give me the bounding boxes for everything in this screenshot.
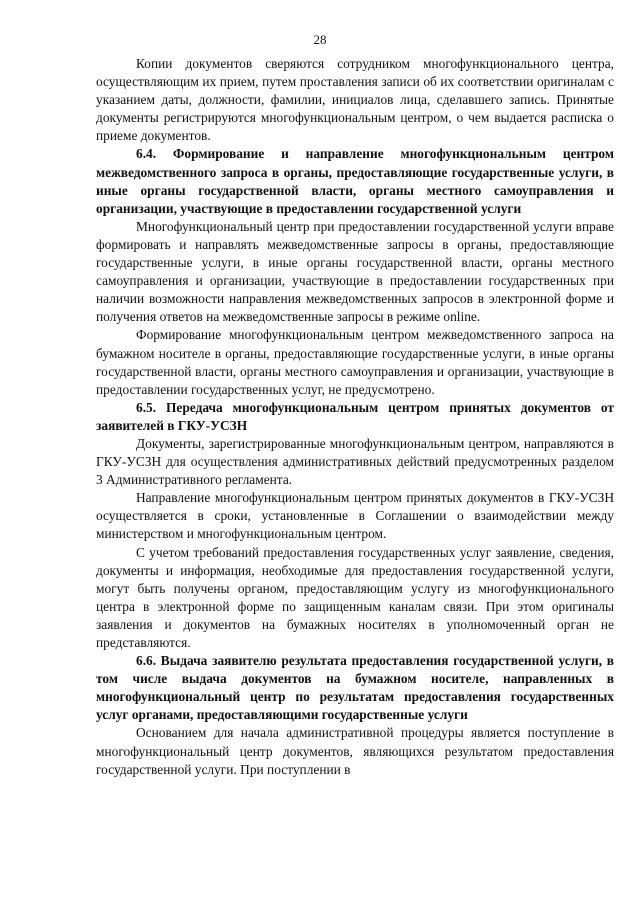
section-heading-6-6: 6.6. Выдача заявителю результата предоставления государственной услуги, в том числе выдача документов на бумажном носителе, направленных в многофункциональный центр по результатам предоставления государственных услуг органами, предоставляющими государственные услуги	[96, 653, 614, 723]
section-heading-6-5: 6.5. Передача многофункциональным центром принятых документов от заявителей в ГКУ-УСЗН	[96, 399, 614, 433]
paragraph-transfer-terms: Направление многофункциональным центром принятых документов в ГКУ-УСЗН осуществляется в сроки, установленные в Соглашении о взаимодействии между министерством и многофункциональным центром.	[96, 490, 614, 542]
paragraph-document-copies: Копии документов сверяются сотрудником многофункционального центра, осуществляющим их прием, путем проставления записи об их соответствии оригиналам с указанием даты, должности, фамилии, инициалов лица, сделавшего запись. Принятые документы регистрируются многофункциональным центром, о чем выдается расписка о приеме документов.	[96, 56, 614, 144]
section-heading-6-4: 6.4. Формирование и направление многофункциональным центром межведомственного запроса в органы, предоставляющие государственные услуги, в иные органы государственной власти, органы местного самоуправления и организации, участвующие в предоставлении государственной услуги	[96, 146, 614, 216]
page-number: 28	[313, 32, 327, 47]
paragraph-procedure-basis: Основанием для начала административной процедуры является поступление в многофункциональный центр документов, являющихся результатом предоставления государственной услуги. При поступлении в	[96, 725, 614, 777]
paragraph-mfc-requests: Многофункциональный центр при предоставлении государственной услуги вправе формировать и направлять межведомственные запросы в органы, предоставляющие государственные услуги, в иные органы государственной власти, органы местного самоуправления и организации, участвующие в предоставлении государственных при наличии возможности направления межведомственных запросов в электронной форме и получения ответов на межведомственные запросы в режиме online.	[96, 218, 614, 325]
paragraph-registered-documents: Документы, зарегистрированные многофункциональным центром, направляются в ГКУ-УСЗН для осуществления административных действий предусмотренных разделом 3 Административного регламента.	[96, 435, 614, 488]
document-body	[96, 55, 614, 779]
paragraph-electronic-form: С учетом требований предоставления государственных услуг заявление, сведения, документы и информация, необходимые для предоставления государственной услуги, могут быть получены органом, предоставляющим услугу из многофункционального центра в электронной форме по защищенным каналам связи. При этом оригиналы заявления и документов на бумажных носителях в уполномоченный орган не представляются.	[96, 544, 614, 650]
paragraph-paper-requests: Формирование многофункциональным центром межведомственного запроса на бумажном носителе в органы, предоставляющие государственные услуги, в иные органы государственной власти, органы местного самоуправления и организации, участвующие в предоставлении государственных услуг, не предусмотрено.	[96, 327, 614, 397]
